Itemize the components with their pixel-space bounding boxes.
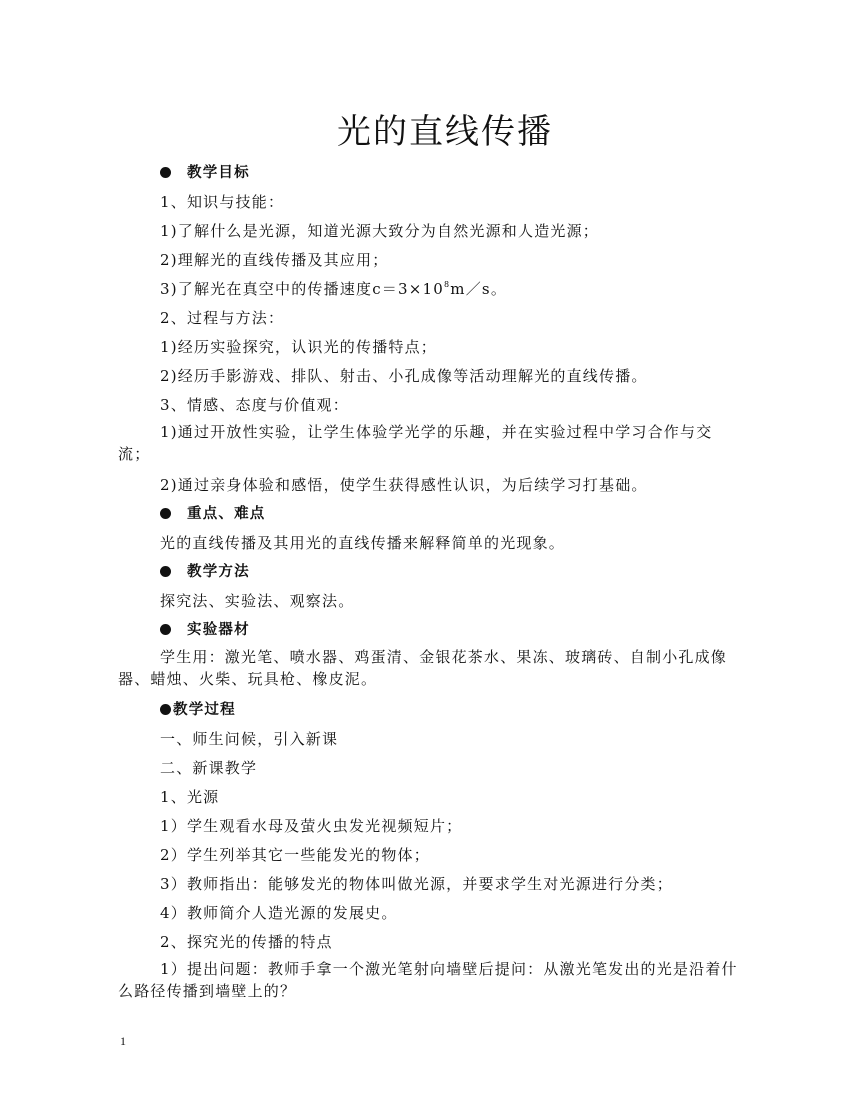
paragraph: 1）提出问题：教师手拿一个激光笔射向墙壁后提问：从激光笔发出的光是沿着什么路径传播到墙壁上的？ [118,960,738,1000]
bullet-icon [160,624,171,635]
text-prefix: 3)了解光在真空中的传播速度c＝3×10 [160,280,444,298]
heading-text: 教学目标 [187,165,250,181]
exponent: 8 [444,280,451,289]
paragraph: 2、过程与方法： [160,309,285,327]
paragraph: 学生用：激光笔、喷水器、鸡蛋清、金银花茶水、果冻、玻璃砖、自制小孔成像器、蜡烛、火柴、玩具枪、橡皮泥。 [118,648,728,688]
text-suffix: m／s。 [450,280,508,298]
document-title: 光的直线传播 [337,112,553,152]
paragraph: 1)通过开放性实验，让学生体验学光学的乐趣，并在实验过程中学习合作与交流； [118,423,713,463]
paragraph-light-speed [118,276,738,302]
paragraph: 1）学生观看水母及萤火虫发光视频短片； [160,817,463,835]
paragraph: 4）教师简介人造光源的发展史。 [160,904,398,922]
bullet-icon [160,508,171,519]
paragraph: 1)经历实验探究，认识光的传播特点； [160,338,437,356]
heading-text: 重点、难点 [187,506,266,522]
paragraph: 1、光源 [160,788,220,806]
section-heading-process [118,697,738,723]
paragraph: 2)理解光的直线传播及其应用； [160,251,389,269]
section-heading-goals [118,160,738,186]
paragraph: 1)了解什么是光源，知道光源大致分为自然光源和人造光源； [160,222,599,240]
paragraph: 光的直线传播及其用光的直线传播来解释简单的光现象。 [160,534,566,552]
paragraph: 1、知识与技能： [160,193,285,211]
page-number: 1 [120,1034,126,1048]
bullet-icon [160,704,171,715]
paragraph: 2)通过亲身体验和感悟，使学生获得感性认识，为后续学习打基础。 [160,476,648,494]
heading-text: 教学过程 [173,702,236,718]
paragraph: 2）学生列举其它一些能发光的物体； [160,846,430,864]
paragraph: 2、探究光的传播的特点 [160,933,333,951]
heading-text: 教学方法 [187,564,250,580]
paragraph: 2)经历手影游戏、排队、射击、小孔成像等活动理解光的直线传播。 [160,367,648,385]
section-heading-materials [118,617,738,643]
bullet-icon [160,167,171,178]
heading-text: 实验器材 [187,622,250,638]
document-body [118,160,738,1009]
paragraph: 3、情感、态度与价值观： [160,396,349,414]
paragraph: 二、新课教学 [160,759,258,777]
bullet-icon [160,566,171,577]
paragraph: 3）教师指出：能够发光的物体叫做光源，并要求学生对光源进行分类； [160,875,673,893]
paragraph: 一、师生问候，引入新课 [160,730,339,748]
section-heading-key-points [118,501,738,527]
section-heading-methods [118,559,738,585]
paragraph: 探究法、实验法、观察法。 [160,592,355,610]
